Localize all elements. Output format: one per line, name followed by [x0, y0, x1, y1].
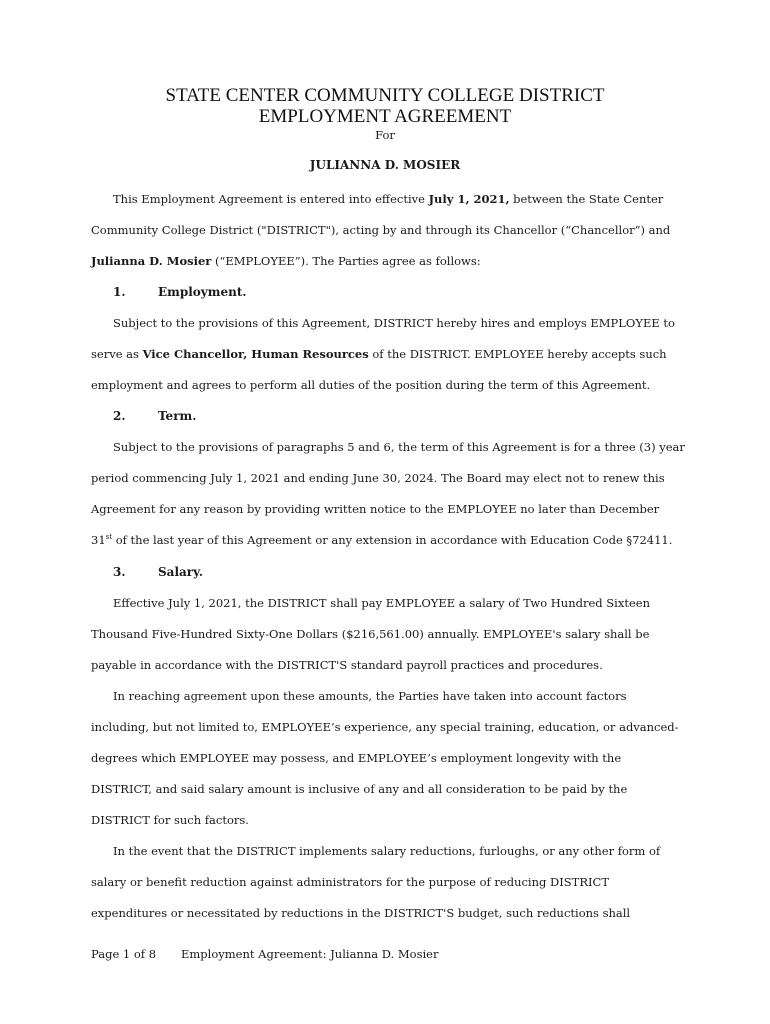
document-title-line2: EMPLOYMENT AGREEMENT — [258, 106, 512, 127]
section-3-heading: Salary. — [158, 565, 203, 579]
section-1-heading: Employment. — [158, 285, 247, 299]
document-title-line1: STATE CENTER COMMUNITY COLLEGE DISTRICT — [165, 85, 605, 106]
intro-line-3 — [91, 254, 481, 268]
section-2-line-4 — [91, 533, 672, 547]
for-label: For — [375, 128, 395, 142]
section-3-p2-line-4: DISTRICT, and said salary amount is inclusive of any and all consideration to be paid by the — [91, 782, 628, 796]
section-3-p2-line-1: In reaching agreement upon these amounts, the Parties have taken into account factors — [113, 689, 627, 703]
section-3-p1-line-2: Thousand Five-Hundred Sixty-One Dollars ($216,561.00) annually. EMPLOYEE's salary shall be — [91, 627, 650, 641]
section-3-p3-line-3: expenditures or necessitated by reductions in the DISTRICT'S budget, such reductions shall — [91, 906, 631, 920]
employee-name-inline: Julianna D. Mosier — [91, 254, 212, 268]
intro-text: (“EMPLOYEE”). The Parties agree as follows: — [211, 254, 481, 268]
section-2-line-2: period commencing July 1, 2021 and ending June 30, 2024. The Board may elect not to renew this — [91, 471, 665, 485]
section-2-text: of the last year of this Agreement or any extension in accordance with Education Code §72411. — [112, 533, 673, 547]
section-3-p1-line-1: Effective July 1, 2021, the DISTRICT shall pay EMPLOYEE a salary of Two Hundred Sixteen — [113, 596, 650, 610]
effective-date: July 1, 2021, — [428, 192, 510, 206]
ordinal-suffix: st — [105, 533, 113, 542]
section-1-text: of the DISTRICT. EMPLOYEE hereby accepts such — [368, 347, 667, 361]
section-2-heading: Term. — [158, 409, 197, 423]
section-1-text: serve as — [91, 347, 143, 361]
intro-text: This Employment Agreement is entered into effective — [113, 192, 429, 206]
section-2-line-3: Agreement for any reason by providing written notice to the EMPLOYEE no later than December — [91, 502, 660, 516]
section-2-number: 2. — [113, 409, 126, 423]
section-3-p3-line-1: In the event that the DISTRICT implements salary reductions, furloughs, or any other form of — [113, 844, 661, 858]
section-1-line-2 — [91, 347, 667, 361]
section-2-text: 31 — [91, 533, 106, 547]
employee-name: JULIANNA D. MOSIER — [309, 158, 461, 172]
position-title: Vice Chancellor, Human Resources — [142, 347, 369, 361]
section-1-line-1: Subject to the provisions of this Agreement, DISTRICT hereby hires and employs EMPLOYEE to — [113, 316, 675, 330]
section-3-p3-line-2: salary or benefit reduction against administrators for the purpose of reducing DISTRICT — [91, 875, 610, 889]
section-3-p2-line-2: including, but not limited to, EMPLOYEE’s experience, any special training, education, or advanced- — [91, 720, 679, 734]
section-2-line-1: Subject to the provisions of paragraphs 5 and 6, the term of this Agreement is for a three (3) year — [113, 440, 685, 454]
intro-line-2: Community College District ("DISTRICT"), acting by and through its Chancellor (“Chancellor”) and — [91, 223, 671, 237]
section-1-number: 1. — [113, 285, 126, 299]
section-3-p2-line-5: DISTRICT for such factors. — [91, 813, 249, 827]
section-1-line-3: employment and agrees to perform all duties of the position during the term of this Agreement. — [91, 378, 651, 392]
section-3-p1-line-3: payable in accordance with the DISTRICT'S standard payroll practices and procedures. — [91, 658, 603, 672]
section-3-number: 3. — [113, 565, 126, 579]
footer-document-title: Employment Agreement: Julianna D. Mosier — [181, 947, 439, 961]
intro-text: between the State Center — [509, 192, 664, 206]
section-3-p2-line-3: degrees which EMPLOYEE may possess, and EMPLOYEE’s employment longevity with the — [91, 751, 622, 765]
page-number: Page 1 of 8 — [91, 947, 157, 961]
intro-line-1 — [113, 192, 663, 206]
